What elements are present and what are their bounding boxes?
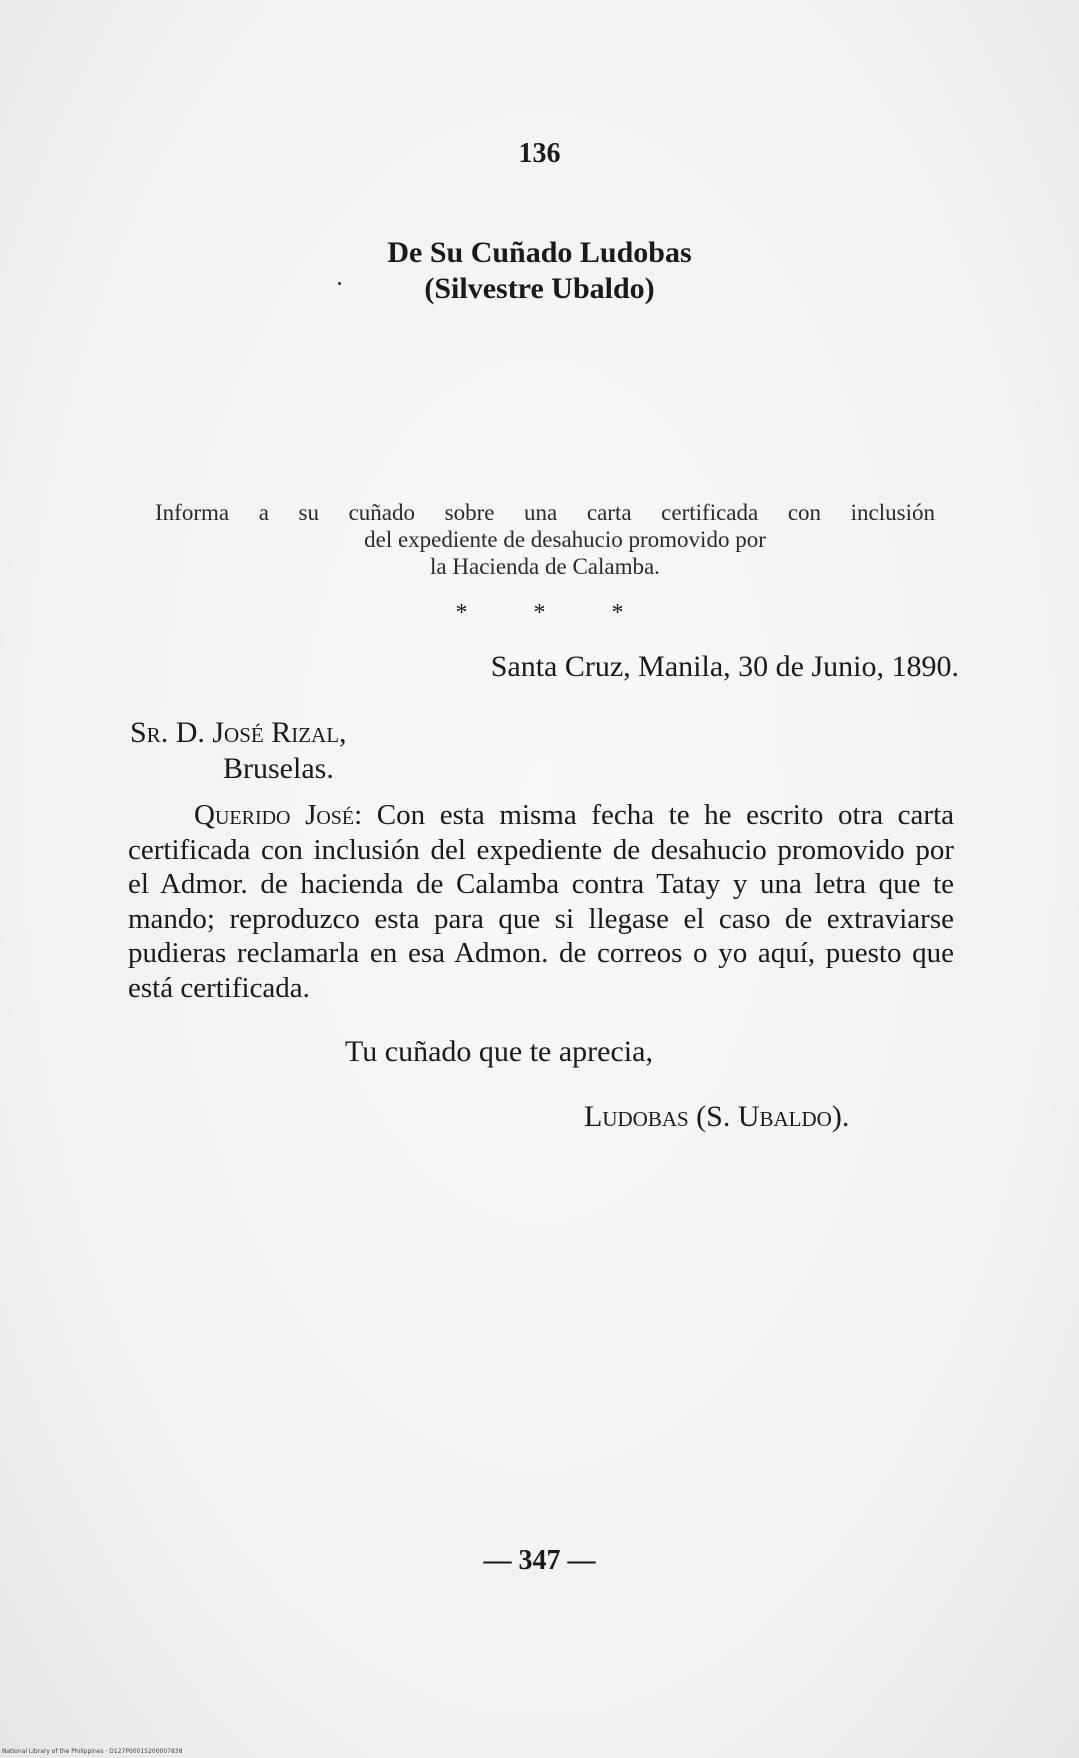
summary-line-3: la Hacienda de Calamba. [430,554,660,579]
dateline: Santa Cruz, Manila, 30 de Junio, 1890. [490,650,959,683]
signature: Ludobas (S. Ubaldo). [584,1100,850,1133]
letter-paragraph [128,798,954,1005]
document-title [0,235,1079,307]
summary [155,499,935,580]
document-number: 136 [518,138,561,169]
recipient [130,715,347,787]
stray-dot [338,282,341,285]
summary-line-2: del expediente de desahucio promovido por [364,527,766,552]
letter-body [128,798,954,1005]
closing: Tu cuñado que te aprecia, [345,1035,653,1068]
summary-line-1: Informa a su cuñado sobre una carta certificada con inclusión [155,500,935,525]
asterism-separator: * * * [455,600,654,626]
recipient-name: Sr. D. José Rizal, [130,716,347,749]
page-folio: — 347 — [483,1545,596,1576]
archive-footer-note: National Library of the Philippines · D127P00015200007838 [2,1748,183,1755]
salutation: Querido José [194,799,355,831]
title-line-1: De Su Cuñado Ludobas [387,236,692,269]
title-line-2: (Silvestre Ubaldo) [424,272,655,305]
recipient-city: Bruselas. [223,752,334,785]
body-text: : Con esta misma fecha te he escrito otra carta certificada con inclusión del expediente de desahucio promovido por el Admor. de hacienda de Calamba contra Tatay y una letra que te mando; reproduzco esta para que si llegase el caso de extraviarse pudieras reclamarla en esa Admon. de correos o yo aquí, puesto que está certificada. [128,799,955,1004]
